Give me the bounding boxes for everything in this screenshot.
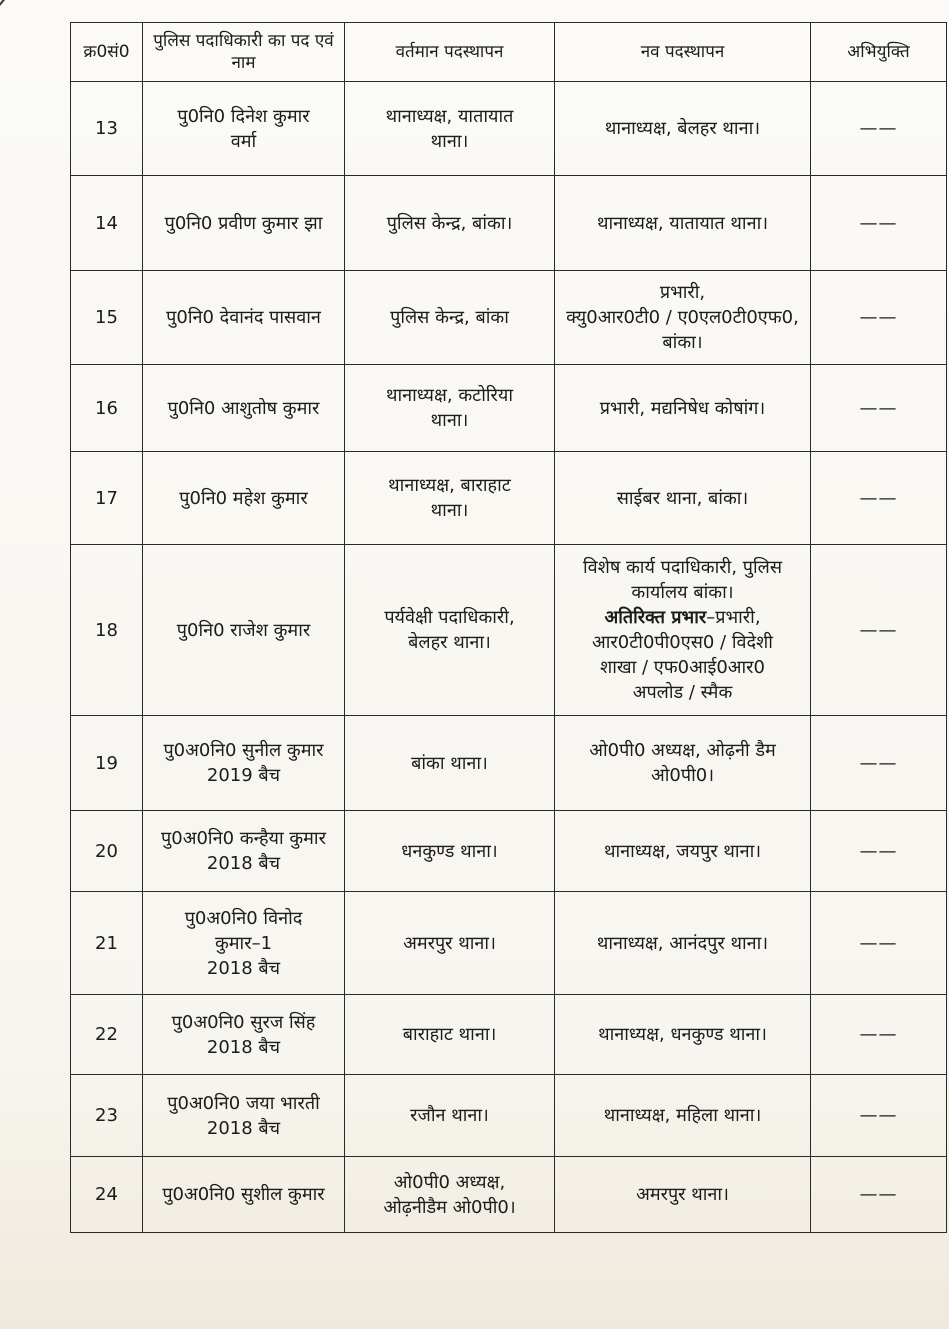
serial-cell: 21 (71, 892, 143, 995)
remark-cell: —— (811, 545, 947, 716)
header-officer-name: पुलिस पदाधिकारी का पद एवं नाम (143, 23, 345, 82)
remark-cell: —— (811, 811, 947, 892)
current-posting-cell: अमरपुर थाना। (345, 892, 555, 995)
new-posting-cell: थानाध्यक्ष, बेलहर थाना। (555, 82, 811, 176)
table-row (71, 1157, 947, 1233)
remark-cell: —— (811, 271, 947, 365)
serial-cell: 20 (71, 811, 143, 892)
remark-cell: —— (811, 452, 947, 545)
officer-name-cell: पु0अ0नि0 विनोद कुमार–1 2018 बैच (143, 892, 345, 995)
current-posting-cell: बांका थाना। (345, 716, 555, 811)
table-row (71, 811, 947, 892)
remark-cell: —— (811, 716, 947, 811)
serial-cell: 24 (71, 1157, 143, 1233)
remark-cell: —— (811, 365, 947, 452)
pen-stroke-mark (0, 0, 46, 11)
new-posting-cell: थानाध्यक्ष, जयपुर थाना। (555, 811, 811, 892)
current-posting-cell: पर्यवेक्षी पदाधिकारी, बेलहर थाना। (345, 545, 555, 716)
serial-cell: 18 (71, 545, 143, 716)
remark-cell: —— (811, 176, 947, 271)
current-posting-cell: रजौन थाना। (345, 1075, 555, 1157)
table-row (71, 176, 947, 271)
new-posting-cell: थानाध्यक्ष, यातायात थाना। (555, 176, 811, 271)
current-posting-cell: थानाध्यक्ष, बाराहाट थाना। (345, 452, 555, 545)
new-posting-cell: थानाध्यक्ष, आनंदपुर थाना। (555, 892, 811, 995)
table-row (71, 716, 947, 811)
new-posting-cell: विशेष कार्य पदाधिकारी, पुलिस कार्यालय बांका। अतिरिक्त प्रभार–प्रभारी, आर0टी0पी0एस0 / विदेशी शाखा / एफ0आई0आर0 अपलोड / स्मैक (555, 545, 811, 716)
current-posting-cell: थानाध्यक्ष, कटोरिया थाना। (345, 365, 555, 452)
remark-cell: —— (811, 1157, 947, 1233)
serial-cell: 19 (71, 716, 143, 811)
officer-name-cell: पु0नि0 देवानंद पासवान (143, 271, 345, 365)
serial-cell: 15 (71, 271, 143, 365)
table-row (71, 892, 947, 995)
remark-cell: —— (811, 1075, 947, 1157)
serial-cell: 23 (71, 1075, 143, 1157)
serial-cell: 16 (71, 365, 143, 452)
current-posting-cell: बाराहाट थाना। (345, 995, 555, 1075)
remark-cell: —— (811, 82, 947, 176)
officer-name-cell: पु0अ0नि0 सुनील कुमार 2019 बैच (143, 716, 345, 811)
new-posting-cell: अमरपुर थाना। (555, 1157, 811, 1233)
new-posting-cell: ओ0पी0 अध्यक्ष, ओढ़नी डैम ओ0पी0। (555, 716, 811, 811)
officer-name-cell: पु0नि0 राजेश कुमार (143, 545, 345, 716)
table-row (71, 545, 947, 716)
header-serial: क्र0सं0 (71, 23, 143, 82)
new-posting-cell: थानाध्यक्ष, धनकुण्ड थाना। (555, 995, 811, 1075)
table-row (71, 1075, 947, 1157)
serial-cell: 13 (71, 82, 143, 176)
table-row (71, 452, 947, 545)
table-row (71, 82, 947, 176)
new-posting-cell: साईबर थाना, बांका। (555, 452, 811, 545)
remark-cell: —— (811, 995, 947, 1075)
header-row (71, 23, 947, 82)
header-new-posting: नव पदस्थापन (555, 23, 811, 82)
remark-cell: —— (811, 892, 947, 995)
new-posting-cell: प्रभारी, मद्यनिषेध कोषांग। (555, 365, 811, 452)
officer-name-cell: पु0अ0नि0 कन्हैया कुमार 2018 बैच (143, 811, 345, 892)
officer-name-cell: पु0अ0नि0 सुशील कुमार (143, 1157, 345, 1233)
officer-name-cell: पु0नि0 महेश कुमार (143, 452, 345, 545)
header-current-posting: वर्तमान पदस्थापन (345, 23, 555, 82)
table-row (71, 365, 947, 452)
header-remarks: अभियुक्ति (811, 23, 947, 82)
officer-name-cell: पु0नि0 आशुतोष कुमार (143, 365, 345, 452)
officer-name-cell: पु0नि0 प्रवीण कुमार झा (143, 176, 345, 271)
serial-cell: 22 (71, 995, 143, 1075)
officer-name-cell: पु0नि0 दिनेश कुमार वर्मा (143, 82, 345, 176)
table-row (71, 995, 947, 1075)
officer-name-cell: पु0अ0नि0 सुरज सिंह 2018 बैच (143, 995, 345, 1075)
current-posting-cell: पुलिस केन्द्र, बांका। (345, 176, 555, 271)
new-posting-cell: थानाध्यक्ष, महिला थाना। (555, 1075, 811, 1157)
current-posting-cell: थानाध्यक्ष, यातायात थाना। (345, 82, 555, 176)
current-posting-cell: पुलिस केन्द्र, बांका (345, 271, 555, 365)
officer-name-cell: पु0अ0नि0 जया भारती 2018 बैच (143, 1075, 345, 1157)
current-posting-cell: धनकुण्ड थाना। (345, 811, 555, 892)
serial-cell: 14 (71, 176, 143, 271)
serial-cell: 17 (71, 452, 143, 545)
table-row (71, 271, 947, 365)
new-posting-cell: प्रभारी, क्यु0आर0टी0 / ए0एल0टी0एफ0, बांका। (555, 271, 811, 365)
transfer-table (70, 22, 947, 1233)
current-posting-cell: ओ0पी0 अध्यक्ष, ओढ़नीडैम ओ0पी0। (345, 1157, 555, 1233)
additional-charge-label: अतिरिक्त प्रभार (604, 607, 707, 628)
